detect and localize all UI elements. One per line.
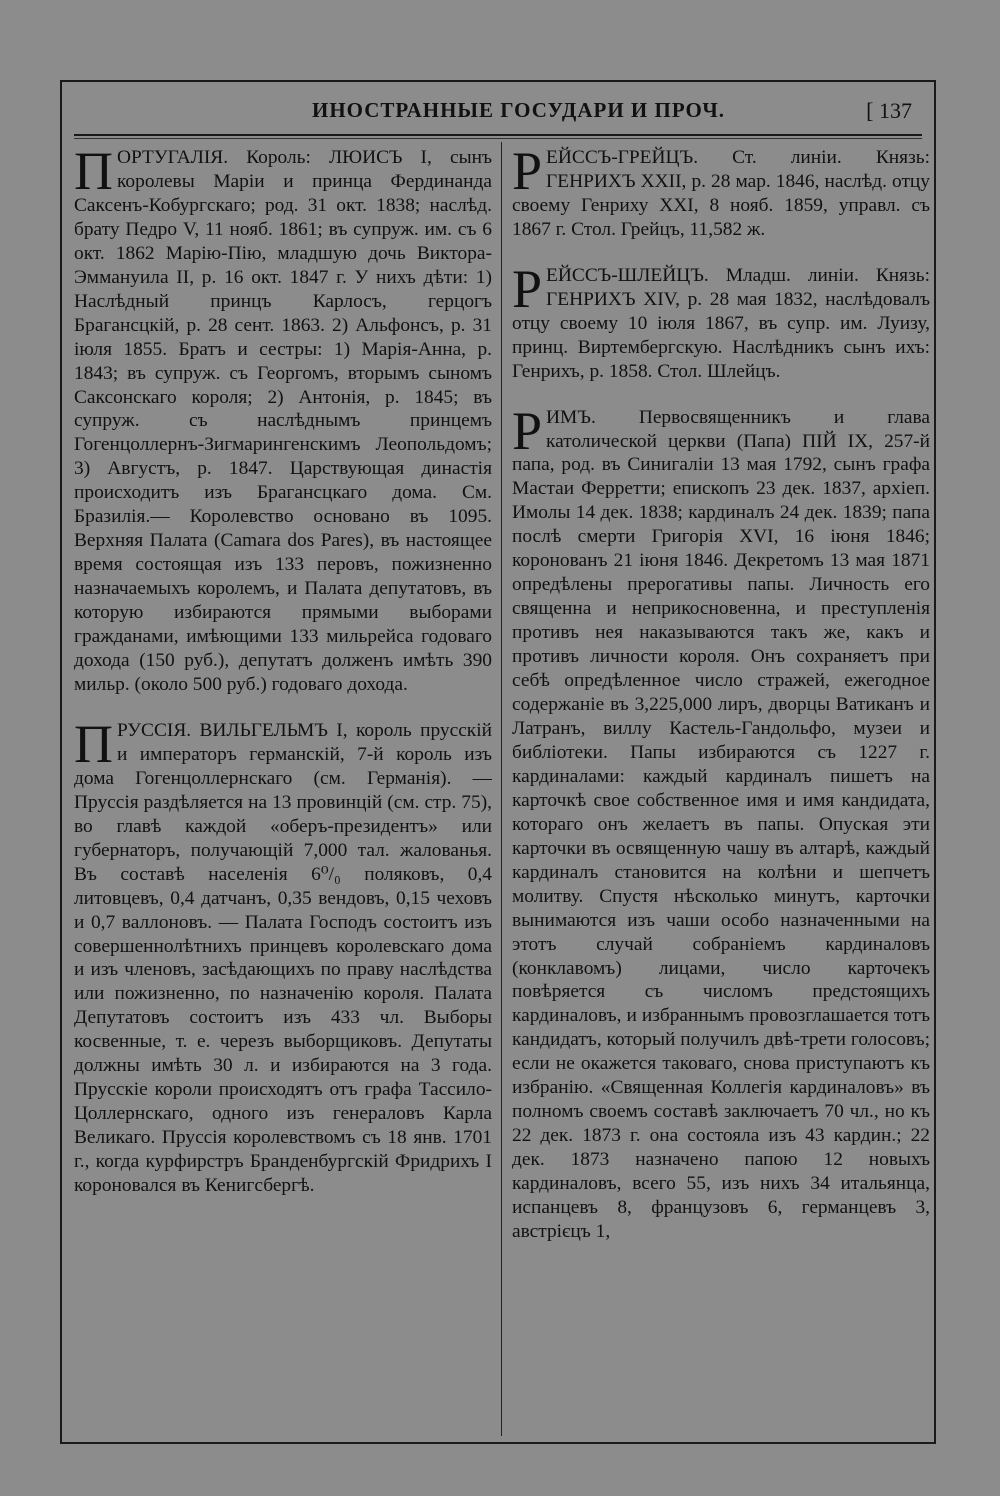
entry-reuss-schleiz <box>512 258 930 384</box>
page-header <box>62 98 934 128</box>
column-divider <box>501 142 502 1436</box>
right-column <box>512 146 930 1430</box>
running-title: ИНОСТРАННЫЕ ГОСУДАРИ И ПРОЧ. <box>312 98 726 122</box>
entry-text: ОРТУГАЛІЯ. Король: ЛЮИСЪ I, сынъ королевы Маріи и принца Фердинанда Саксенъ-Кобургскаго; род. 31 окт. 1838; наслѣд. брату Педро V, 11 нояб. 1861; въ супруж. им. съ 6 окт. 1862 Марію-Пію, младшую дочь Виктора-Эммануила II, р. 16 окт. 1847 г. У нихъ дѣти: 1) Наслѣдный принцъ Карлосъ, герцогъ Брагансцкій, р. 28 сент. 1863. 2) Альфонсъ, р. 31 іюля 1855. Братъ и сестры: 1) Марія-Анна, р. 1843; въ супруж. съ Георгомъ, вторымъ сыномъ Саксонскаго короля; 2) Антонія, р. 1845; въ супруж. съ наслѣднымъ принцемъ Гогенцоллернъ-Зигмарингенскимъ Леопольдомъ; 3) Августъ, р. 1847. Царствующая династія происходитъ изъ Брагансцкаго дома. См. Бразилія.— Королевство основано въ 1095. Верхняя Палата (Camara dos Pares), въ настоящее время состоящая изъ 133 перовъ, пожизненно назначаемыхъ королемъ, и Палата депутатовъ, въ которую избираются прямыми выборами гражданами, имѣющими 133 мильрейса годоваго дохода (150 руб.), депутатъ долженъ имѣть 390 мильр. (около 500 руб.) годоваго дохода. <box>74 147 492 695</box>
drop-cap: П <box>74 713 113 774</box>
entry-text: ЕЙССЪ-ШЛЕЙЦЪ. Младш. линіи. Князь: ГЕНРИХЪ XIV, р. 28 мая 1832, наслѣдовалъ отцу своему 10 іюля 1867, въ супр. им. Луизу, принц. Виртембергскую. Наслѣдникъ сынъ ихъ: Генрихъ, р. 1858. Стол. Шлейцъ. <box>512 264 930 382</box>
entry-prussia <box>74 713 492 1198</box>
left-column <box>74 146 492 1430</box>
page-number: [ 137 <box>866 98 912 123</box>
drop-cap: Р <box>512 258 543 319</box>
entry-rome <box>512 400 930 1244</box>
header-rule <box>74 134 922 136</box>
drop-cap: П <box>74 146 113 201</box>
header-rule-thin <box>74 138 922 139</box>
entry-portugal <box>74 146 492 697</box>
entry-text: ЕЙССЪ-ГРЕЙЦЪ. Ст. линіи. Князь: ГЕНРИХЪ XXII, р. 28 мар. 1846, наслѣд. отцу своему Генриху XXI, 8 нояб. 1859, управл. съ 1867 г. Стол. Грейцъ, 11,582 ж. <box>512 147 930 240</box>
drop-cap: Р <box>512 146 543 201</box>
entry-reuss-greiz <box>512 146 930 242</box>
entry-text: ИМЪ. Первосвященникъ и глава католической церкви (Папа) ПІЙ IX, 257-й папа, род. въ Синигаліи 13 мая 1792, сынъ графа Мастаи Ферретти; епископъ 23 дек. 1837, архіеп. Имолы 14 дек. 1838; кардиналъ 24 дек. 1839; папа послѣ смерти Григорія XVI, 16 іюня 1846; коронованъ 21 іюня 1846. Декретомъ 13 мая 1871 опредѣлены прерогативы папы. Личность его священна и неприкосновенна, и преступленія противъ нея наказываются такъ же, какъ и противъ личности короля. Онъ сохраняетъ при себѣ опредѣленное число стражей, ежегодное содержаніе въ 3,225,000 лиръ, дворцы Ватиканъ и Латранъ, виллу Кастель-Гандольфо, музеи и библіотеки. Папы избираются съ 1227 г. кардиналами: каждый кардиналъ пишетъ на карточкѣ свое собственное имя и имя кандидата, котораго онъ желаетъ въ папы. Опуская эти карточки въ освященную чашу въ алтарѣ, каждый кардиналъ становится на колѣни и шепчетъ молитву. Спустя нѣсколько минутъ, карточки вынимаются изъ чаши особо назначенными на этотъ случай собраніемъ кардиналовъ (конклавомъ) лицами, число карточекъ повѣряется съ числомъ предстоящихъ кардиналовъ, и избраннымъ провозглашается тотъ кандидатъ, который получилъ двѣ-трети голосовъ; если не окажется таковаго, снова приступаютъ къ избранію. «Священная Коллегія кардиналовъ» въ полномъ своемъ составѣ заключаетъ 70 чл., но къ 22 дек. 1873 г. она состояла изъ 43 кардин.; 22 дек. 1873 назначено папою 12 новыхъ кардиналовъ, всего 55, изъ нихъ 34 итальянца, испанцевъ 8, французовъ 6, германцевъ 3, австрієцъ 1, <box>512 406 930 1242</box>
entry-text: РУССІЯ. ВИЛЬГЕЛЬМЪ I, король прусскій и императоръ германскій, 7-й король изъ дома Гогенцоллернскаго (см. Германія). — Пруссія раздѣляется на 13 провинцій (см. стр. 75), во главѣ каждой «оберъ-президентъ» или губернаторъ, получающій 7,000 тал. жалованья. Въ составѣ населенія 6⁰/₀ поляковъ, 0,4 литовцевъ, 0,4 датчанъ, 0,35 вендовъ, 0,15 чеховъ и 0,7 валлоновъ. — Палата Господъ состоитъ изъ совершеннолѣтнихъ принцевъ королевскаго дома и изъ членовъ, засѣдающихъ по праву наслѣдства или пожизненно, по назначенію короля. Палата Депутатовъ состоитъ изъ 433 чл. Выборы косвенные, т. е. черезъ выборщиковъ. Депутаты должны имѣть 30 л. и избираются на 3 года. Прусскіе короли происходятъ отъ графа Тассило-Цоллернскаго, одного изъ генераловъ Карла Великаго. Пруссія королевствомъ съ 18 янв. 1701 г., когда курфирстръ Бранденбургскій Фридрихъ I короновался въ Кенигсбергѣ. <box>74 719 492 1197</box>
drop-cap: Р <box>512 400 543 461</box>
page-frame <box>60 80 936 1444</box>
